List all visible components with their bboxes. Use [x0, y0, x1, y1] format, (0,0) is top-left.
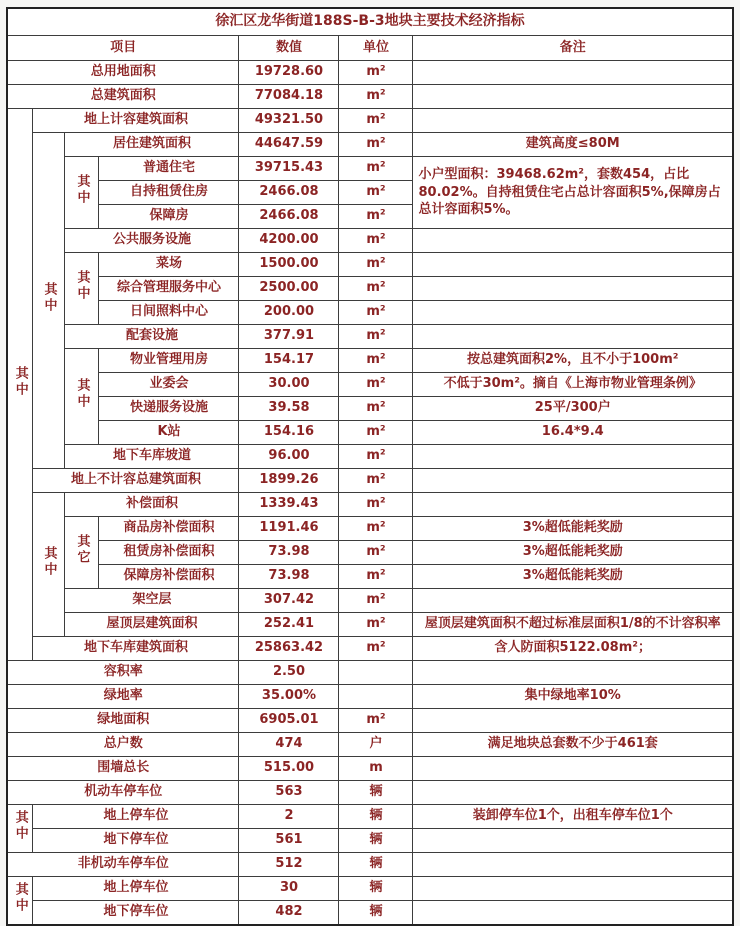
- row-label: 菜场: [99, 253, 239, 277]
- row-value: 6905.01: [239, 709, 339, 733]
- row-value: 2: [239, 805, 339, 829]
- table-row: [7, 349, 733, 373]
- row-value: 482: [239, 901, 339, 926]
- table-row: [7, 589, 733, 613]
- row-unit: m²: [339, 133, 413, 157]
- row-value: 49321.50: [239, 109, 339, 133]
- row-value: 2.50: [239, 661, 339, 685]
- row-label: 地上停车位: [33, 805, 239, 829]
- row-unit: m²: [339, 613, 413, 637]
- row-note: 3%超低能耗奖励: [413, 565, 733, 589]
- row-label: 地上计容建筑面积: [33, 109, 239, 133]
- table-row: [7, 565, 733, 589]
- row-label: 地下车库坡道: [65, 445, 239, 469]
- group-cell: [65, 157, 99, 229]
- table-row: [7, 253, 733, 277]
- table-row: [7, 829, 733, 853]
- row-value: 2466.08: [239, 181, 339, 205]
- row-unit: m²: [339, 397, 413, 421]
- row-value: 563: [239, 781, 339, 805]
- table-row: [7, 541, 733, 565]
- column-header-note: 备注: [413, 36, 733, 61]
- group-cell: [7, 109, 33, 661]
- row-note: [413, 877, 733, 901]
- row-value: 515.00: [239, 757, 339, 781]
- row-label: 架空层: [65, 589, 239, 613]
- row-value: 35.00%: [239, 685, 339, 709]
- table-row: [7, 85, 733, 109]
- row-unit: m²: [339, 277, 413, 301]
- row-note: [413, 589, 733, 613]
- group-label: 其中: [74, 269, 90, 302]
- row-label: 地下停车位: [33, 829, 239, 853]
- row-value: 2466.08: [239, 205, 339, 229]
- group-cell: [7, 805, 33, 853]
- row-label: 总户数: [7, 733, 239, 757]
- row-note: 16.4*9.4: [413, 421, 733, 445]
- table-row: [7, 8, 733, 36]
- table-row: [7, 421, 733, 445]
- row-label: 租赁房补偿面积: [99, 541, 239, 565]
- row-value: 25863.42: [239, 637, 339, 661]
- row-note: [413, 781, 733, 805]
- row-note: [413, 901, 733, 926]
- row-value: 73.98: [239, 565, 339, 589]
- row-unit: m²: [339, 181, 413, 205]
- row-label: 公共服务设施: [65, 229, 239, 253]
- row-unit: 辆: [339, 877, 413, 901]
- row-unit: m²: [339, 253, 413, 277]
- group-label: 其中: [74, 377, 90, 410]
- row-label: 容积率: [7, 661, 239, 685]
- row-note: [413, 829, 733, 853]
- row-value: 19728.60: [239, 61, 339, 85]
- row-unit: m²: [339, 589, 413, 613]
- row-value: 39715.43: [239, 157, 339, 181]
- table-row: [7, 157, 733, 181]
- row-label: 普通住宅: [99, 157, 239, 181]
- row-unit: 辆: [339, 853, 413, 877]
- row-note: [413, 709, 733, 733]
- row-note: [413, 109, 733, 133]
- row-value: 44647.59: [239, 133, 339, 157]
- group-cell: [7, 877, 33, 926]
- row-unit: m²: [339, 493, 413, 517]
- table-row: [7, 733, 733, 757]
- row-value: 154.17: [239, 349, 339, 373]
- row-note: 25平/300户: [413, 397, 733, 421]
- indicators-table: [6, 7, 734, 926]
- row-note: [413, 277, 733, 301]
- table-row: [7, 469, 733, 493]
- row-unit: m²: [339, 541, 413, 565]
- row-value: 2500.00: [239, 277, 339, 301]
- row-note: 3%超低能耗奖励: [413, 517, 733, 541]
- row-label: 围墙总长: [7, 757, 239, 781]
- table-row: [7, 301, 733, 325]
- row-unit: m²: [339, 709, 413, 733]
- row-value: 252.41: [239, 613, 339, 637]
- row-note: [413, 325, 733, 349]
- row-value: 154.16: [239, 421, 339, 445]
- row-unit: 辆: [339, 805, 413, 829]
- row-unit: m²: [339, 349, 413, 373]
- row-unit: 辆: [339, 781, 413, 805]
- row-value: 77084.18: [239, 85, 339, 109]
- table-row: [7, 517, 733, 541]
- row-note: [413, 61, 733, 85]
- table-row: [7, 901, 733, 926]
- row-value: 73.98: [239, 541, 339, 565]
- row-note: 含人防面积5122.08m²；: [413, 637, 733, 661]
- group-label: 其中: [74, 173, 90, 206]
- row-note: [413, 229, 733, 253]
- row-unit: 辆: [339, 901, 413, 926]
- row-note: [413, 853, 733, 877]
- row-note: 建筑高度≤80M: [413, 133, 733, 157]
- row-note: [413, 253, 733, 277]
- row-note: 装卸停车位1个，出租车停车位1个: [413, 805, 733, 829]
- table-row: [7, 781, 733, 805]
- table-title: 徐汇区龙华街道188S-B-3地块主要技术经济指标: [7, 8, 733, 36]
- row-label: 快递服务设施: [99, 397, 239, 421]
- group-cell: [65, 253, 99, 325]
- row-note: 小户型面积：39468.62m²，套数454，占比80.02%。自持租赁住宅占总计容面积5%,保障房占总计容面积5%。: [413, 157, 733, 229]
- row-value: 512: [239, 853, 339, 877]
- row-unit: m²: [339, 565, 413, 589]
- row-note: 集中绿地率10%: [413, 685, 733, 709]
- group-label: 其中: [41, 281, 57, 314]
- row-label: 绿地面积: [7, 709, 239, 733]
- row-label: 居住建筑面积: [65, 133, 239, 157]
- group-label: 其中: [12, 809, 28, 842]
- table-row: [7, 109, 733, 133]
- row-label: K站: [99, 421, 239, 445]
- row-note: [413, 85, 733, 109]
- table-row: [7, 709, 733, 733]
- row-unit: m²: [339, 61, 413, 85]
- row-label: 自持租赁住房: [99, 181, 239, 205]
- table-row: [7, 277, 733, 301]
- row-value: 96.00: [239, 445, 339, 469]
- table-row: [7, 445, 733, 469]
- group-cell: [65, 517, 99, 589]
- group-cell: [65, 349, 99, 445]
- row-note: [413, 757, 733, 781]
- table-row: [7, 133, 733, 157]
- table-row: [7, 853, 733, 877]
- table-header-row: [7, 36, 733, 61]
- table-row: [7, 613, 733, 637]
- row-unit: [339, 661, 413, 685]
- row-label: 保障房补偿面积: [99, 565, 239, 589]
- row-note: 3%超低能耗奖励: [413, 541, 733, 565]
- group-label: 其中: [12, 365, 28, 398]
- row-label: 非机动车停车位: [7, 853, 239, 877]
- row-unit: m²: [339, 301, 413, 325]
- row-label: 地上不计容总建筑面积: [33, 469, 239, 493]
- table-row: [7, 229, 733, 253]
- row-label: 地上停车位: [33, 877, 239, 901]
- row-value: 307.42: [239, 589, 339, 613]
- column-header-item: 项目: [7, 36, 239, 61]
- row-value: 30.00: [239, 373, 339, 397]
- row-unit: m²: [339, 109, 413, 133]
- row-note: 满足地块总套数不少于461套: [413, 733, 733, 757]
- row-value: 1191.46: [239, 517, 339, 541]
- table-row: [7, 373, 733, 397]
- row-value: 474: [239, 733, 339, 757]
- row-unit: m²: [339, 637, 413, 661]
- row-label: 总用地面积: [7, 61, 239, 85]
- table-row: [7, 637, 733, 661]
- column-header-unit: 单位: [339, 36, 413, 61]
- row-value: 1339.43: [239, 493, 339, 517]
- row-value: 1899.26: [239, 469, 339, 493]
- row-note: [413, 661, 733, 685]
- row-note: [413, 469, 733, 493]
- row-value: 39.58: [239, 397, 339, 421]
- row-unit: m²: [339, 373, 413, 397]
- group-label: 其中: [12, 881, 28, 914]
- row-label: 保障房: [99, 205, 239, 229]
- row-value: 30: [239, 877, 339, 901]
- row-unit: m²: [339, 445, 413, 469]
- row-note: [413, 301, 733, 325]
- table-row: [7, 493, 733, 517]
- table-row: [7, 397, 733, 421]
- row-label: 地下停车位: [33, 901, 239, 926]
- row-label: 补偿面积: [65, 493, 239, 517]
- table-row: [7, 661, 733, 685]
- row-label: 物业管理用房: [99, 349, 239, 373]
- row-note: [413, 493, 733, 517]
- row-unit: [339, 685, 413, 709]
- row-note: 不低于30m²。摘自《上海市物业管理条例》: [413, 373, 733, 397]
- row-label: 日间照料中心: [99, 301, 239, 325]
- row-label: 绿地率: [7, 685, 239, 709]
- group-cell: [33, 493, 65, 637]
- table-row: [7, 325, 733, 349]
- row-value: 200.00: [239, 301, 339, 325]
- group-cell: [33, 133, 65, 469]
- row-unit: m²: [339, 421, 413, 445]
- row-label: 地下车库建筑面积: [33, 637, 239, 661]
- row-unit: m²: [339, 325, 413, 349]
- column-header-value: 数值: [239, 36, 339, 61]
- row-unit: m: [339, 757, 413, 781]
- row-unit: m²: [339, 517, 413, 541]
- table-row: [7, 805, 733, 829]
- table-row: [7, 685, 733, 709]
- row-label: 配套设施: [65, 325, 239, 349]
- row-label: 业委会: [99, 373, 239, 397]
- row-value: 561: [239, 829, 339, 853]
- row-note: 屋顶层建筑面积不超过标准层面积1/8的不计容积率: [413, 613, 733, 637]
- table-row: [7, 757, 733, 781]
- row-unit: 辆: [339, 829, 413, 853]
- row-label: 屋顶层建筑面积: [65, 613, 239, 637]
- row-unit: m²: [339, 85, 413, 109]
- row-note: [413, 445, 733, 469]
- row-value: 4200.00: [239, 229, 339, 253]
- row-note: 按总建筑面积2%，且不小于100m²: [413, 349, 733, 373]
- row-value: 1500.00: [239, 253, 339, 277]
- group-label: 其它: [74, 533, 90, 566]
- row-unit: m²: [339, 157, 413, 181]
- group-label: 其中: [41, 545, 57, 578]
- row-label: 综合管理服务中心: [99, 277, 239, 301]
- row-label: 总建筑面积: [7, 85, 239, 109]
- table-row: [7, 877, 733, 901]
- row-unit: m²: [339, 229, 413, 253]
- row-value: 377.91: [239, 325, 339, 349]
- row-unit: m²: [339, 469, 413, 493]
- row-label: 机动车停车位: [7, 781, 239, 805]
- row-unit: 户: [339, 733, 413, 757]
- table-row: [7, 61, 733, 85]
- row-unit: m²: [339, 205, 413, 229]
- row-label: 商品房补偿面积: [99, 517, 239, 541]
